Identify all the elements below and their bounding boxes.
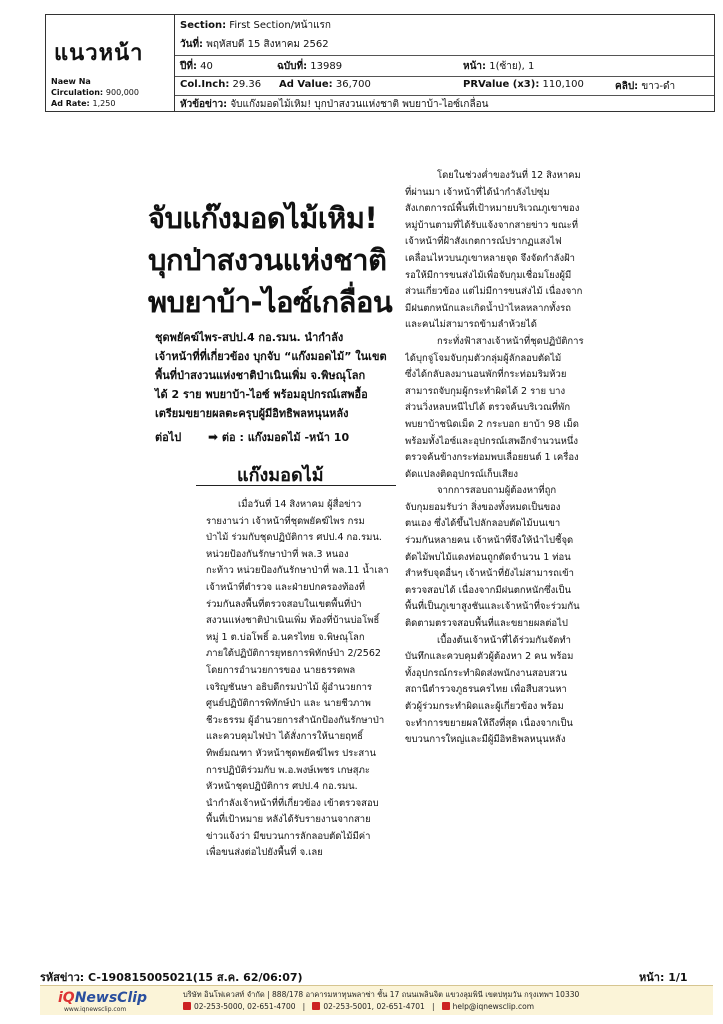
body-line: ได้บุกจู่โจมจับกุมตัวกลุ่มผู้ลักลอบตัดไม้ xyxy=(405,352,562,364)
article-headline-line-3: พบยาบ้า-ไอซ์เกลื่อน xyxy=(148,285,393,319)
lead-line-1: ชุดพยัคฆ์ไพร-สปป.4 กอ.รมน. นำกำลัง xyxy=(155,331,344,344)
jump-title: แก๊งมอดไม้ xyxy=(237,465,324,486)
iqnewsclip-logo xyxy=(58,990,147,1006)
body-line: เมื่อวันที่ 14 สิงหาคม ผู้สื่อข่าว xyxy=(238,499,362,510)
lead-line-2: เจ้าหน้าที่ที่เกี่ยวข้อง บุกจับ “แก๊งมอดไม้” ในเขต xyxy=(155,350,387,363)
circulation-label: Circulation: xyxy=(51,88,104,97)
circulation xyxy=(51,88,139,97)
body-line: มีฝนตกหนักและเกิดน้ำป่าไหลหลากทั้งรถ xyxy=(405,302,571,314)
body-line: การปฏิบัติร่วมกับ พ.อ.พงษ์เพชร เกษสุภะ xyxy=(206,764,370,776)
colinch-label: Col.Inch: xyxy=(180,79,230,90)
body-line: หมู่บ้านตามที่ได้รับแจ้งจากสายข่าว ขณะที่ xyxy=(405,219,579,231)
page-count-value: 1/1 xyxy=(668,971,688,984)
body-line: กระทั่งฟ้าสางเจ้าหน้าที่ชุดปฏิบัติการ xyxy=(437,335,584,347)
body-line: ชีวะธรรม ผู้อำนวยการสำนักป้องกันรักษาป่า xyxy=(206,714,385,726)
headline-label: หัวข้อข่าว: xyxy=(180,99,228,110)
body-line: ที่ผ่านมา เจ้าหน้าที่ได้นำกำลังไปซุ่ม xyxy=(405,186,550,198)
ad-rate xyxy=(51,99,115,108)
body-line: หมู่ 1 ต.บ่อโพธิ์ อ.นครไทย จ.พิษณุโลก xyxy=(206,631,365,643)
body-line: พื้นที่เป้าหมาย หลังได้รับรายงานจากสาย xyxy=(206,814,371,826)
body-line: ทั้งอุปกรณ์กระทำผิดส่งพนักงานสอบสวน xyxy=(405,667,568,679)
body-line: สงวนแห่งชาติป่าเนินเพิ่ม ท้องที่บ้านบ่อโพธิ์ xyxy=(206,615,380,627)
body-column-left xyxy=(206,497,397,862)
body-line: ศูนย์ปฏิบัติการพิทักษ์ป่า และ นายชีวภาพ xyxy=(206,698,371,710)
page-field xyxy=(463,59,534,74)
body-line: ป่าไม้ ร่วมกับชุดปฏิบัติการ ศปป.4 กอ.รมน. xyxy=(206,532,382,544)
body-column-right xyxy=(405,168,625,749)
issue-field xyxy=(277,59,342,74)
date-value: พฤหัสบดี 15 สิงหาคม 2562 xyxy=(206,39,329,50)
issue-label: ฉบับที่: xyxy=(277,61,308,72)
body-line: จับกุมยอมรับว่า สิ่งของทั้งหมดเป็นของ xyxy=(405,501,561,513)
page-count xyxy=(639,968,688,986)
body-line: เจ้าหน้าที่ฝ้าสังเกตการณ์ปรากฏแสงไฟ xyxy=(405,236,562,248)
body-line: ข่าวแจ้งว่า มีขบวนการลักลอบตัดไม้มีค่า xyxy=(206,830,371,842)
body-line: และคนไม่สามารถข้ามลำห้วยได้ xyxy=(405,319,537,331)
email-icon xyxy=(442,1002,450,1010)
body-line: จะทำการขยายผลให้ถึงที่สุด เนื่องจากเป็น xyxy=(405,717,573,729)
body-line: ภายใต้ปฏิบัติการยุทธการพิทักษ์ป่า 2/2562 xyxy=(206,648,381,660)
body-line: เคลื่อนไหวบนภูเขาหลายจุด จึงจัดกำลังฝ้า xyxy=(405,252,575,264)
article-headline-line-1: จับแก๊งมอดไม้เหิม! xyxy=(148,201,378,235)
body-line: ส่วนวิ่งหลบหนีไปได้ ตรวจค้นบริเวณที่พัก xyxy=(405,402,571,414)
section-value: First Section/หน้าแรก xyxy=(229,20,331,31)
body-line: รายงานว่า เจ้าหน้าที่ชุดพยัคฆ์ไพร กรม xyxy=(206,515,365,527)
news-code-label: รหัสข่าว: xyxy=(40,971,85,984)
section-label: Section: xyxy=(180,20,227,31)
body-line: พื้นที่เป็นภูเขาสูงชันและเจ้าหน้าที่จะร่วมกัน xyxy=(405,601,580,613)
prvalue-label: PRValue (x3): xyxy=(463,79,540,90)
fax-icon xyxy=(312,1002,320,1010)
company-footer xyxy=(40,985,713,1015)
body-line: จากการสอบถามผู้ต้องหาที่ถูก xyxy=(437,485,557,497)
body-line: ซึ่งได้กลับลงมานอนพักที่กระท่อมริมห้วย xyxy=(405,369,567,381)
issue-value: 13989 xyxy=(310,61,343,72)
body-line: ตรวจสอบได้ เนื่องจากมีฝนตกหนักซึ่งเป็น xyxy=(405,584,572,596)
body-line: หัวหน้าชุดปฏิบัติการ ศปป.4 กอ.รมน. xyxy=(206,781,358,793)
body-line: ตัวผู้ร่วมกระทำผิดและผู้เกี่ยวข้อง พร้อม xyxy=(405,701,564,712)
clip-header xyxy=(45,14,715,112)
circulation-value: 900,000 xyxy=(105,88,139,97)
clip-label: คลิป: xyxy=(615,81,639,92)
section-row xyxy=(180,18,331,33)
prvalue-value: 110,100 xyxy=(542,79,584,90)
body-line: เบื้องต้นเจ้าหน้าที่ได้ร่วมกันจัดทำ xyxy=(437,634,572,646)
colinch-value: 29.36 xyxy=(232,79,262,90)
ad-rate-label: Ad Rate: xyxy=(51,99,90,108)
advalue-value: 36,700 xyxy=(335,79,371,90)
publication-box xyxy=(46,15,175,111)
body-line: ตรวจค้นข้างกระท่อมพบเลื่อยยนต์ 1 เครื่อง xyxy=(405,452,579,464)
body-line: กะท้าว หน่วยป้องกันรักษาป่าที่ พล.11 น้ำเลา xyxy=(206,565,389,577)
advalue-field xyxy=(279,79,371,90)
body-line: ร่วมกันหลายคน เจ้าหน้าที่จึงให้นำไปชี้จุด xyxy=(405,535,574,547)
page-count-label: หน้า: xyxy=(639,971,665,984)
contact-row: 02-253-5000, 02-651-4700 | 02-253-5001, 02-651-4701 | help@iqnewsclip.com xyxy=(183,1002,534,1011)
year-label: ปีที่: xyxy=(180,61,197,72)
lead-line-5: เตรียมขยายผลตะครุบผู้มีอิทธิพลหนุนหลัง xyxy=(155,407,349,420)
arrow-right-icon: ➡ xyxy=(208,430,219,444)
news-code-value: C-190815005021(15 ส.ค. 62/06:07) xyxy=(88,971,303,984)
page-label: หน้า: xyxy=(463,61,487,72)
body-line: สำหรับจุดอื่นๆ เจ้าหน้าที่ยังไม่สามารถเข้า xyxy=(405,568,574,580)
phone-value: 02-253-5000, 02-651-4700 xyxy=(194,1002,296,1011)
advalue-label: Ad Value: xyxy=(279,79,333,90)
article-headline-line-2: บุกป่าสงวนแห่งชาติ xyxy=(148,243,387,277)
headline-value: จับแก๊งมอดไม้เหิม! บุกป่าสงวนแห่งชาติ พบยาบ้า-ไอซ์เกลื่อน xyxy=(230,99,489,110)
page-value: 1(ซ้าย), 1 xyxy=(489,61,535,72)
body-line: ขบวนการใหญ่และมีผู้มีอิทธิพลหนุนหลัง xyxy=(405,734,566,746)
body-line: ทิพย์มณฑา หัวหน้าชุดพยัคฆ์ไพร ประสาน xyxy=(206,747,376,759)
clip-metadata xyxy=(175,15,714,111)
year-value: 40 xyxy=(200,61,213,72)
year-field xyxy=(180,59,213,74)
body-line: ส่วนเกี่ยวข้อง แต่ไม่มีการขนส่งไม้ เนื่องจาก xyxy=(405,286,583,298)
logo-text-b: NewsClip xyxy=(74,990,148,1006)
body-line: บันทึกและควบคุมตัวผู้ต้องหา 2 คน พร้อม xyxy=(405,651,574,663)
body-line: สถานีตำรวจภูธรนครไทย เพื่อสืบสวนหา xyxy=(405,684,567,696)
body-line: พร้อมทั้งไอซ์และอุปกรณ์เสพอีกจำนวนหนึ่ง xyxy=(405,435,578,447)
body-line: รอให้มีการขนส่งไม้เพื่อจับกุมเชื่อมโยงผู้มี xyxy=(405,269,572,281)
lead-line-4: ได้ 2 ราย พบยาบ้า-ไอซ์ พร้อมอุปกรณ์เสพอื้อ xyxy=(155,388,368,401)
body-line: ติดตามตรวจสอบพื้นที่และขยายผลต่อไป xyxy=(405,618,568,630)
body-line: สามารถจับกุมผู้กระทำผิดได้ 2 ราย บาง xyxy=(405,385,566,397)
company-address: บริษัท อินโฟเควสท์ จำกัด | 888/178 อาคารมหาทุนพลาซ่า ชั้น 17 ถนนเพลินจิต แขวงลุมพินี เขตปทุมวัน กรุงเทพฯ 10330 xyxy=(183,990,580,999)
colinch-field xyxy=(180,79,261,90)
email-value: help@iqnewsclip.com xyxy=(452,1002,535,1011)
clip-field xyxy=(615,79,675,94)
body-line: เพื่อขนส่งต่อไปยังพื้นที่ จ.เลย xyxy=(206,847,323,859)
prvalue-field xyxy=(463,79,584,90)
body-line: พบยาบ้าชนิดเม็ด 2 กระบอก ยาบ้า 98 เม็ด xyxy=(405,418,579,430)
body-line: เจ้าหน้าที่ตำรวจ และฝ่ายปกครองท้องที่ xyxy=(206,581,365,593)
news-code xyxy=(40,968,303,986)
clip-value: ขาว-ดำ xyxy=(641,81,676,92)
title-divider xyxy=(196,485,396,486)
divider xyxy=(175,76,714,77)
body-line: ร่วมกันลงพื้นที่ตรวจสอบในเขตพื้นที่ป่า xyxy=(206,598,362,610)
body-line: ตัดไม้พบไม้แดงท่อนถูกตัดจำนวน 1 ท่อน xyxy=(405,551,571,563)
continue-text: ต่อ : แก๊งมอดไม้ -หน้า 10 xyxy=(221,431,350,444)
body-line: ดัดแปลงติดอุปกรณ์เก็บเสียง xyxy=(405,468,518,480)
body-line: และควบคุมไฟป่า ได้สั่งการให้นายฤทธิ์ xyxy=(206,731,363,743)
body-line: เจริญชันษา อธิบดีกรมป่าไม้ ผู้อำนวยการ xyxy=(206,681,373,693)
body-line: หน่วยป้องกันรักษาป่าที่ พล.3 หนอง xyxy=(206,548,349,560)
headline-field xyxy=(180,97,488,112)
date-label: วันที่: xyxy=(180,39,204,50)
lead-line-6: ต่อไป xyxy=(155,431,182,444)
publication-name: Naew Na xyxy=(51,77,91,86)
body-line: สังเกตการณ์พื้นที่เป้าหมายบริเวณภูเขาของ xyxy=(405,203,580,215)
logo-url: www.iqnewsclip.com xyxy=(64,1006,127,1013)
body-line: ตนเอง ซึ่งได้ขึ้นไปลักลอบตัดไม้บนเขา xyxy=(405,518,561,530)
date-row xyxy=(180,37,329,52)
continue-note xyxy=(208,428,349,446)
divider xyxy=(175,95,714,96)
body-line: นำกำลังเจ้าหน้าที่ที่เกี่ยวข้อง เข้าตรวจสอบ xyxy=(206,797,379,809)
body-line: โดยในช่วงค่ำของวันที่ 12 สิงหาคม xyxy=(437,170,581,181)
divider xyxy=(175,55,714,56)
logo-text-a: iQ xyxy=(58,990,75,1006)
fax-value: 02-253-5001, 02-651-4701 xyxy=(323,1002,425,1011)
ad-rate-value: 1,250 xyxy=(92,99,116,108)
body-line: โดยการอำนวยการของ นายธรรดพล xyxy=(206,664,356,676)
publication-logo: แนวหน้า xyxy=(54,41,144,66)
phone-icon xyxy=(183,1002,191,1010)
lead-line-3: พื้นที่ป่าสงวนแห่งชาติป่าเนินเพิ่ม จ.พิษณุโลก xyxy=(155,369,366,382)
